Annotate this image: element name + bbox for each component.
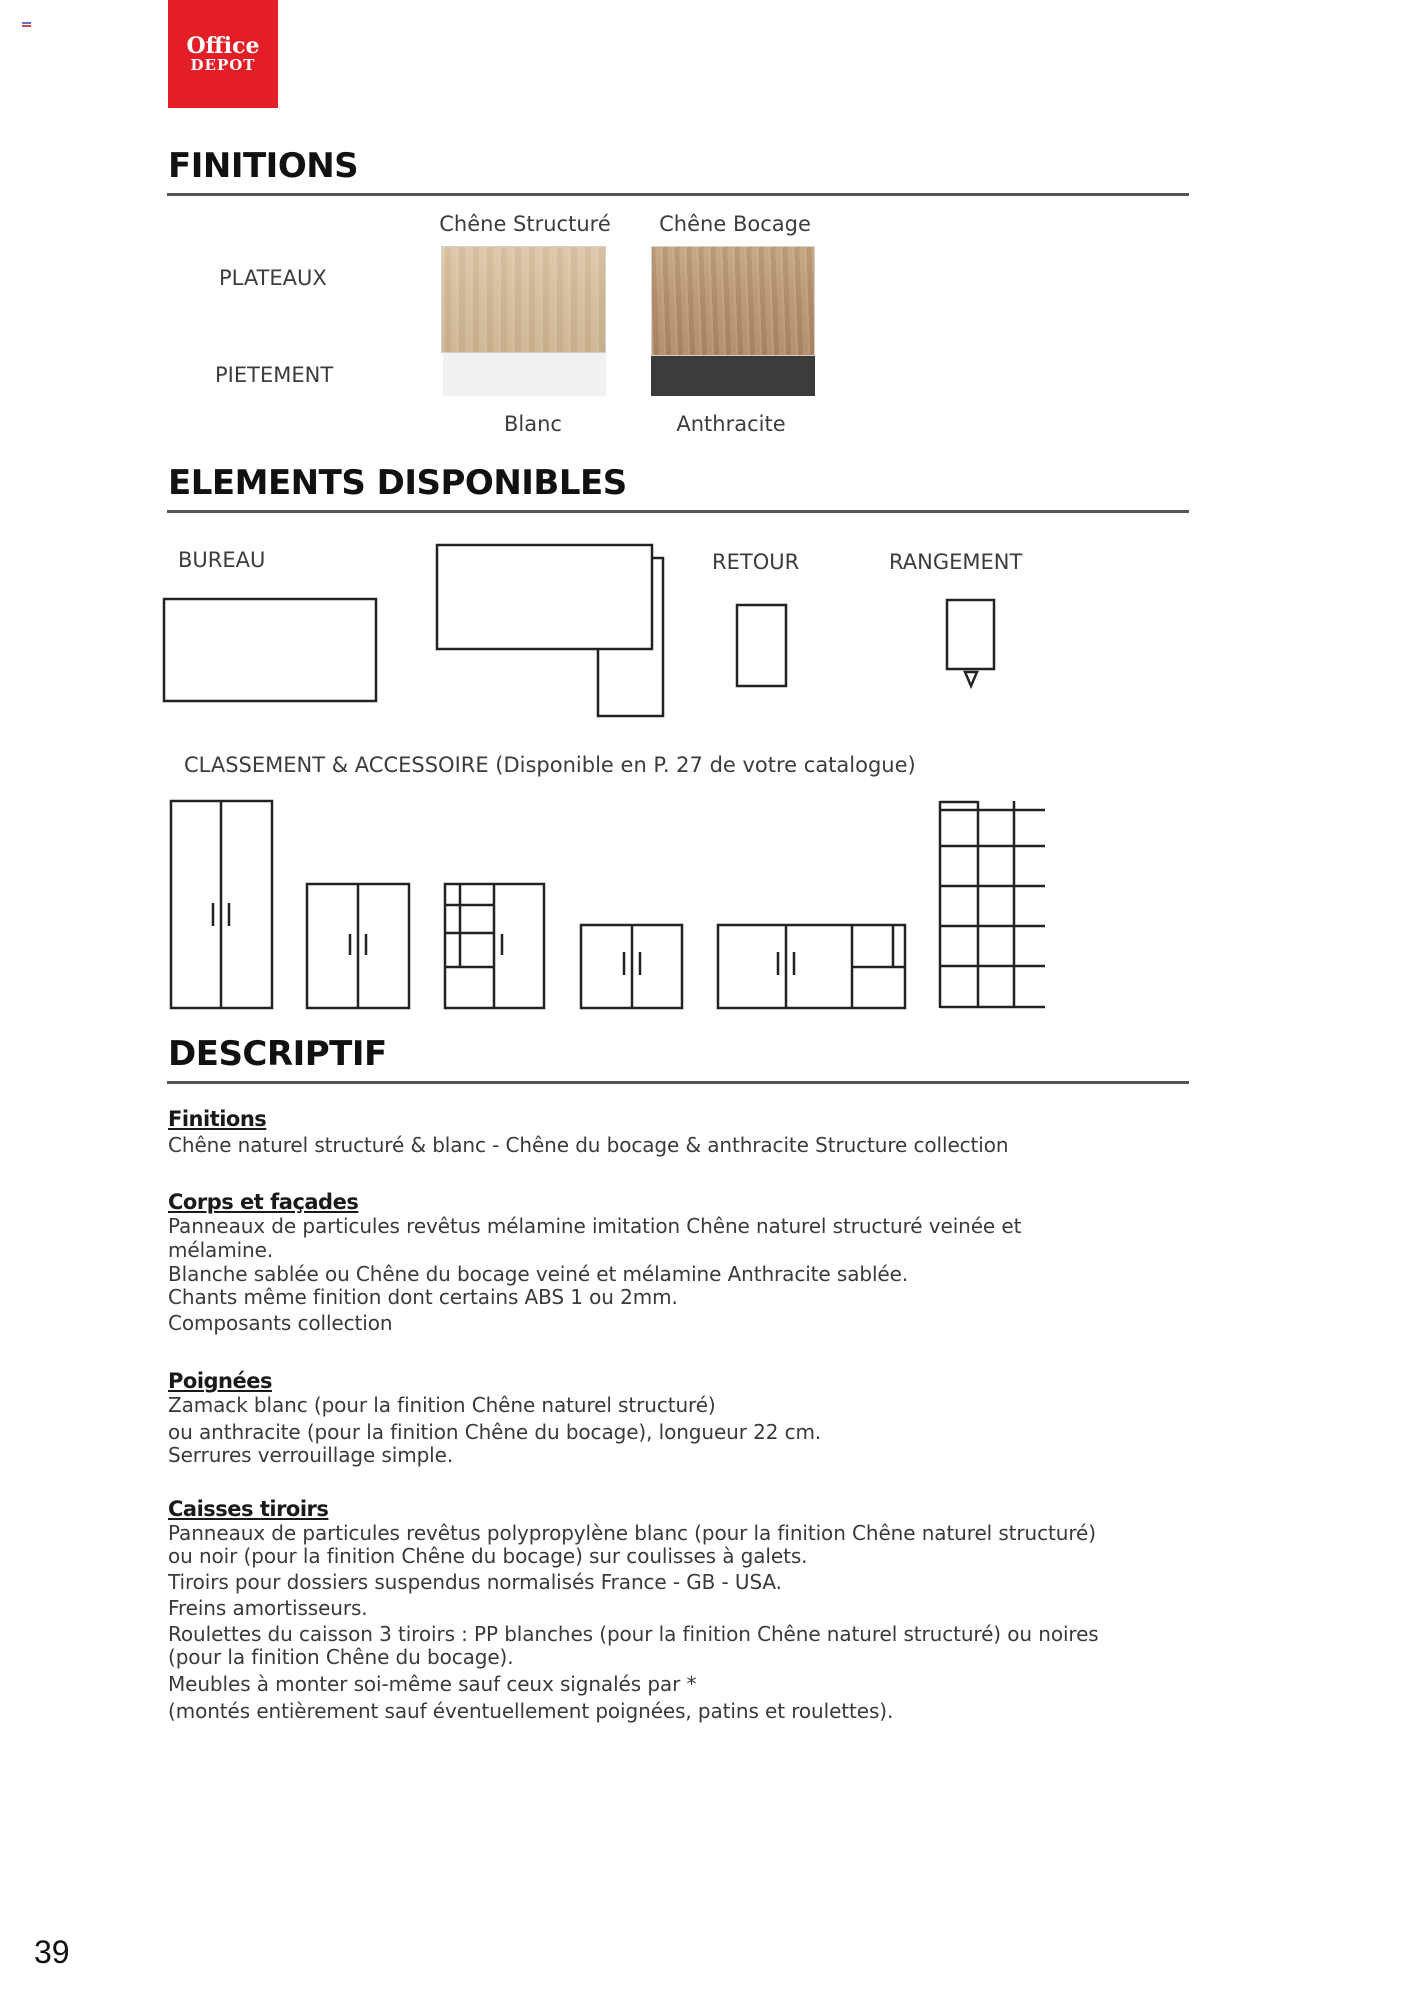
caption-chene-bocage: Chêne Bocage: [659, 212, 811, 236]
pietement-label: PIETEMENT: [215, 363, 334, 387]
desc-line: Chêne naturel structuré & blanc - Chêne du bocage & anthracite Structure collection: [168, 1133, 1009, 1157]
finitions-title: FINITIONS: [168, 146, 359, 186]
retour-label: RETOUR: [712, 550, 800, 574]
desc-section-poignees: [168, 1369, 821, 1466]
logo-line-1: Office: [186, 33, 260, 59]
desc-line: (montés entièrement sauf éventuellement poignées, patins et roulettes).: [168, 1699, 894, 1723]
desc-line: Meubles à monter soi-même sauf ceux signalés par *: [168, 1672, 697, 1696]
desc-line: Panneaux de particules revêtus mélamine imitation Chêne naturel structuré veinée et: [168, 1214, 1022, 1238]
desc-section-caisses: [168, 1497, 1099, 1723]
desc-section-title: Caisses tiroirs: [168, 1497, 329, 1521]
desc-line: Zamack blanc (pour la finition Chêne naturel structuré): [168, 1393, 716, 1417]
cabinet-low-wide: [718, 925, 905, 1008]
desc-line: (pour la finition Chêne du bocage).: [168, 1645, 514, 1669]
elements-title: ELEMENTS DISPONIBLES: [168, 463, 627, 503]
cabinet-medium-2-doors: [307, 884, 409, 1008]
logo-line-2: DEPOT: [190, 56, 256, 74]
bureau-label: BUREAU: [178, 548, 266, 572]
descriptif-rule: [167, 1081, 1189, 1084]
desc-line: Chants même finition dont certains ABS 1 ou 2mm.: [168, 1285, 678, 1309]
desc-section-title: Poignées: [168, 1369, 272, 1393]
desc-line: ou noir (pour la finition Chêne du bocage) sur coulisses à galets.: [168, 1544, 808, 1568]
desc-line: mélamine.: [168, 1238, 274, 1262]
desc-section-finitions: [168, 1107, 1008, 1157]
desc-line: Panneaux de particules revêtus polypropylène blanc (pour la finition Chêne naturel structuré): [168, 1521, 1096, 1545]
rangement-label: RANGEMENT: [889, 550, 1023, 574]
cabinet-shelves-door: [445, 884, 544, 1008]
page-number: 39: [34, 1934, 70, 1970]
classement-label: CLASSEMENT & ACCESSOIRE (Disponible en P. 27 de votre catalogue): [184, 753, 916, 777]
desc-line: Tiroirs pour dossiers suspendus normalisés France - GB - USA.: [168, 1570, 782, 1594]
desc-line: Roulettes du caisson 3 tiroirs : PP blanches (pour la finition Chêne naturel structuré) ou noires: [168, 1622, 1099, 1646]
desc-section-title: Corps et façades: [168, 1190, 359, 1214]
desc-section-corps: [168, 1190, 1021, 1335]
desc-line: Serrures verrouillage simple.: [168, 1443, 454, 1467]
cabinet-low-2-doors: [581, 925, 682, 1008]
caption-blanc: Blanc: [504, 412, 562, 436]
plateaux-label: PLATEAUX: [219, 266, 327, 290]
desc-line: Blanche sablée ou Chêne du bocage veiné et mélamine Anthracite sablée.: [168, 1262, 909, 1286]
caption-chene-structure: Chêne Structuré: [439, 212, 611, 236]
caption-anthracite: Anthracite: [676, 412, 786, 436]
desc-line: ou anthracite (pour la finition Chêne du bocage), longueur 22 cm.: [168, 1420, 822, 1444]
desc-line: Composants collection: [168, 1311, 393, 1335]
shelving-grid: [940, 801, 1045, 1008]
desc-section-title: Finitions: [168, 1107, 267, 1131]
cabinet-tall-2-doors: [171, 801, 272, 1008]
descriptif-title: DESCRIPTIF: [168, 1034, 387, 1074]
desc-line: Freins amortisseurs.: [168, 1596, 368, 1620]
